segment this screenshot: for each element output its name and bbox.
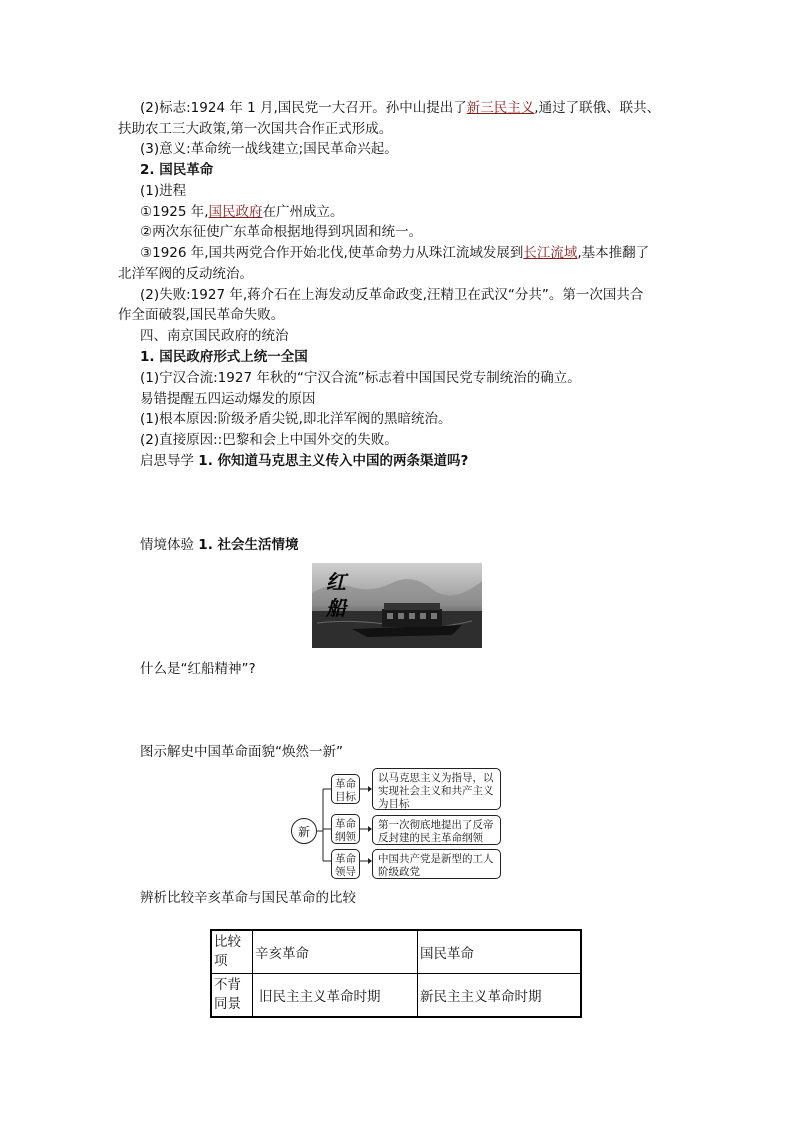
scene-question: 什么是“红船精神”? [140,661,256,677]
table-header-xinhai: 辛亥革命 [253,930,418,974]
paragraph-ninghan: (1)宁汉合流:1927 年秋的“宁汉合流”标志着中国国民党专制统治的确立。 [140,370,581,386]
diagram-label-program: 革命纲领 [331,814,360,844]
comparison-table [210,929,582,1018]
error-reminder-direct: (2)直接原因::巴黎和会上中国外交的失败。 [140,432,398,448]
diagram-desc-goal: 以马克思主义为指导，以实现社会主义和共产主义为目标 [372,768,501,810]
heading-unification: 1. 国民政府形式上统一全国 [140,349,308,365]
paragraph-failure-cont: 作全面破裂,国民革命失败。 [118,307,285,323]
diagram-title: 图示解史中国革命面貌“焕然一新” [140,744,343,760]
item-1926: ③1926 年,国共两党合作开始北伐,使革命势力从珠江流域发展到长江流域,基本推翻了 [140,245,650,261]
key-term-yangtze: 长江流域 [523,245,578,261]
heading-national-revolution: 2. 国民革命 [140,162,214,178]
error-reminder-root: (1)根本原因:阶级矛盾尖锐,即北洋军阀的黑暗统治。 [140,411,452,427]
table-row [211,930,581,974]
paragraph-sign-cont: 扶助农工三大政策,第一次国共合作正式形成。 [118,121,393,137]
compare-title: 辨析比较辛亥革命与国民革命的比较 [140,890,356,906]
table-header-national: 国民革命 [418,930,582,974]
key-term-new-three-principles: 新三民主义 [466,100,535,116]
paragraph-significance: (3)意义:革命统一战线建立;国民革命兴起。 [140,141,398,157]
table-row [211,974,581,1018]
item-1925: ①1925 年,国民政府在广州成立。 [140,204,344,220]
item-1926-cont: 北洋军阀的反动统治。 [118,266,253,282]
error-reminder-title: 易错提醒五四运动爆发的原因 [140,391,316,407]
photo-calligraphy: 红船 [326,570,346,620]
key-term-national-government: 国民政府 [208,204,263,220]
diagram-center-node: 新 [291,818,317,844]
diagram-label-leadership: 革命领导 [331,849,360,879]
table-cell-background: 不背同景 [211,974,253,1018]
item-eastern-expedition: ②两次东征使广东革命根据地得到巩固和统一。 [140,224,423,240]
scene-heading: 情境体验 1. 社会生活情境 [140,537,299,553]
table-cell-national-background: 新民主主义革命时期 [418,974,582,1018]
heading-section-four: 四、南京国民政府的统治 [140,328,289,344]
diagram-label-goal: 革命目标 [331,774,360,804]
subheading-process: (1)进程 [140,183,187,199]
paragraph-sign: (2)标志:1924 年 1 月,国民党一大召开。孙中山提出了新三民主义,通过了联俄、联共、 [140,100,661,116]
table-header-item: 比较项 [211,930,253,974]
paragraph-failure: (2)失败:1927 年,蒋介石在上海发动反革命政变,汪精卫在武汉“分共”。第一次国共合 [140,287,644,303]
table-cell-xinhai-background: 旧民主主义革命时期 [253,974,418,1018]
guide-question: 启思导学 1. 你知道马克思主义传入中国的两条渠道吗? [140,453,469,469]
diagram-desc-leadership: 中国共产党是新型的工人阶级政党 [372,849,501,879]
diagram-desc-program: 第一次彻底地提出了反帝反封建的民主革命纲领 [372,815,501,845]
